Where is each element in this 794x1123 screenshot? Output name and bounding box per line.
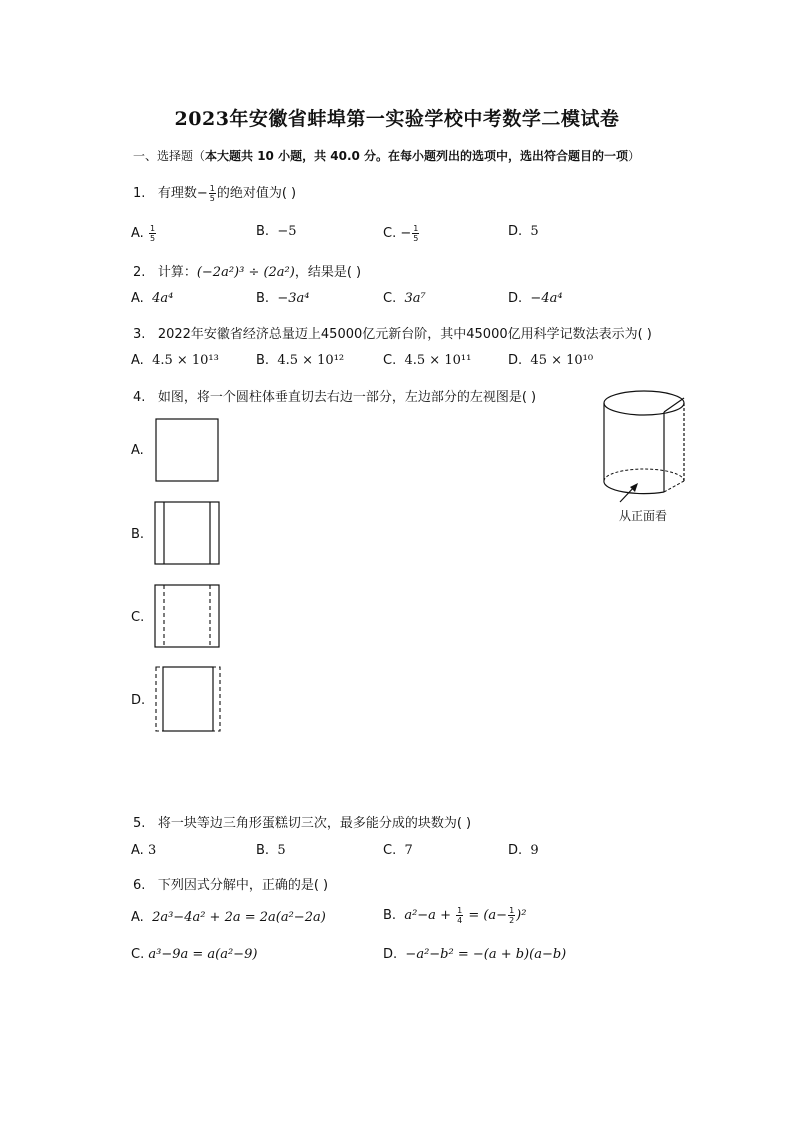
- q1-option-c[interactable]: [383, 224, 420, 243]
- q4-option-c-label[interactable]: C.: [131, 610, 145, 625]
- option-value: 45 × 10¹⁰: [530, 353, 594, 368]
- option-b-figure[interactable]: [154, 501, 220, 565]
- q3-option-a[interactable]: [131, 353, 219, 368]
- fraction-denominator: 5: [149, 234, 156, 243]
- option-value: 4a⁴: [152, 291, 174, 306]
- option-d-figure[interactable]: [154, 666, 222, 732]
- q6-option-b[interactable]: [383, 906, 526, 925]
- option-label: C.: [383, 291, 397, 306]
- question-number: 1.: [133, 186, 146, 201]
- fraction: [412, 224, 419, 243]
- question-text: 下列因式分解中，正确的是( ): [157, 878, 329, 893]
- question-text: 如图，将一个圆柱体垂直切去右边一部分，左边部分的左视图是( ): [157, 390, 537, 405]
- question-number: 5.: [133, 816, 146, 831]
- option-label: B.: [256, 843, 270, 858]
- option-label: D.: [508, 353, 523, 368]
- option-value-part: = (a−: [464, 908, 508, 923]
- fraction: [209, 184, 216, 203]
- q1-option-a[interactable]: [131, 224, 157, 243]
- option-a-figure[interactable]: [155, 418, 219, 482]
- q3-option-d[interactable]: [508, 353, 593, 368]
- option-label: D.: [508, 843, 523, 858]
- q1-option-d[interactable]: [508, 224, 539, 239]
- fraction-numerator: 1: [149, 224, 156, 233]
- q4-option-a-label[interactable]: A.: [131, 443, 144, 458]
- q5-option-d[interactable]: [508, 843, 539, 858]
- option-label: A.: [131, 291, 144, 306]
- question-text: 2022年安徽省经济总量迈上45000亿元新台阶，其中45000亿用科学记数法表示为( ): [157, 327, 652, 342]
- fraction-numerator: 1: [509, 906, 515, 915]
- question-text-after: ，结果是( ): [294, 265, 362, 280]
- option-label: C.: [131, 947, 145, 962]
- option-label: A.: [131, 353, 144, 368]
- fraction-denominator: 4: [457, 916, 463, 925]
- question-6: [133, 874, 328, 893]
- fraction-denominator: 2: [509, 916, 515, 925]
- fraction-numerator: 1: [413, 224, 419, 233]
- fraction: [456, 906, 463, 925]
- cylinder-figure: [600, 388, 696, 500]
- q4-option-b-label[interactable]: B.: [131, 527, 145, 542]
- fraction-denominator: 5: [209, 194, 215, 203]
- option-label: B.: [256, 291, 270, 306]
- figure-caption: 从正面看: [619, 509, 668, 523]
- option-c-figure[interactable]: [154, 584, 220, 648]
- question-5: [133, 812, 471, 831]
- option-value: −3a⁴: [277, 291, 310, 306]
- section-suffix: ）: [628, 149, 641, 163]
- q4-option-d-label[interactable]: D.: [131, 693, 146, 708]
- q5-option-b[interactable]: [256, 843, 286, 858]
- option-label: C.: [383, 226, 397, 241]
- fraction-numerator: 1: [209, 184, 215, 193]
- question-4: [133, 386, 536, 405]
- option-value: 5: [277, 843, 286, 858]
- option-label: C.: [383, 353, 397, 368]
- option-value: 2a³−4a² + 2a = 2a(a²−2a): [152, 910, 326, 925]
- q5-option-c[interactable]: [383, 843, 413, 858]
- fraction-denominator: 5: [413, 234, 419, 243]
- arrow-icon: [616, 480, 640, 504]
- q2-option-d[interactable]: [508, 291, 563, 306]
- option-label: A.: [131, 843, 144, 858]
- question-number: 6.: [133, 878, 146, 893]
- q3-option-c[interactable]: [383, 353, 471, 368]
- q6-option-d[interactable]: [383, 947, 566, 962]
- q3-option-b[interactable]: [256, 353, 344, 368]
- option-label: B.: [383, 908, 397, 923]
- option-value: 9: [530, 843, 539, 858]
- question-number: 4.: [133, 390, 146, 405]
- option-label: D.: [508, 291, 523, 306]
- option-label: A.: [131, 226, 144, 241]
- option-value: 7: [404, 843, 413, 858]
- question-2: [133, 261, 361, 280]
- section-header: [133, 147, 640, 164]
- q5-option-a[interactable]: [131, 843, 156, 858]
- option-label: A.: [131, 910, 144, 925]
- option-value-part: )²: [516, 908, 527, 923]
- q6-option-a[interactable]: [131, 910, 326, 925]
- q1-option-b[interactable]: [256, 224, 297, 239]
- question-1: [133, 182, 296, 203]
- option-label: B.: [256, 224, 270, 239]
- question-text-after: 的绝对值为( ): [216, 186, 297, 201]
- fraction: [508, 906, 515, 925]
- question-text: 将一块等边三角形蛋糕切三次，最多能分成的块数为( ): [157, 816, 472, 831]
- option-label: D.: [508, 224, 523, 239]
- question-number: 2.: [133, 265, 146, 280]
- section-prefix: 一、选择题（: [133, 149, 206, 163]
- option-label: B.: [256, 353, 270, 368]
- q2-option-b[interactable]: [256, 291, 309, 306]
- option-value: −a²−b² = −(a + b)(a−b): [405, 947, 567, 962]
- option-label: D.: [383, 947, 398, 962]
- q2-option-c[interactable]: [383, 291, 426, 306]
- fraction: [149, 224, 156, 243]
- option-sign: −: [400, 226, 412, 241]
- option-value: 4.5 × 10¹³: [152, 353, 219, 368]
- page-title: 2023年安徽省蚌埠第一实验学校中考数学二模试卷: [174, 108, 620, 130]
- option-value: 4.5 × 10¹²: [277, 353, 345, 368]
- option-value: 3: [147, 843, 157, 858]
- option-value: 3a⁷: [404, 291, 426, 306]
- option-value: −5: [277, 224, 297, 239]
- math-expression: (−2a²)³ ÷ (2a²): [196, 265, 295, 280]
- question-text-before: 有理数−: [157, 186, 208, 201]
- option-value-part: a²−a +: [404, 908, 456, 923]
- question-3: [133, 323, 652, 342]
- option-value: a³−9a = a(a²−9): [148, 947, 258, 962]
- question-text-before: 计算：: [157, 265, 197, 280]
- question-number: 3.: [133, 327, 146, 342]
- option-value: 4.5 × 10¹¹: [404, 353, 472, 368]
- option-value: −4a⁴: [530, 291, 563, 306]
- option-label: C.: [383, 843, 397, 858]
- q6-option-c[interactable]: [131, 947, 257, 962]
- section-bold-text: 本大题共 10 小题，共 40.0 分。在每小题列出的选项中，选出符合题目的一项: [205, 149, 629, 163]
- option-value: 5: [530, 224, 539, 239]
- q2-option-a[interactable]: [131, 291, 173, 306]
- fraction-numerator: 1: [457, 906, 463, 915]
